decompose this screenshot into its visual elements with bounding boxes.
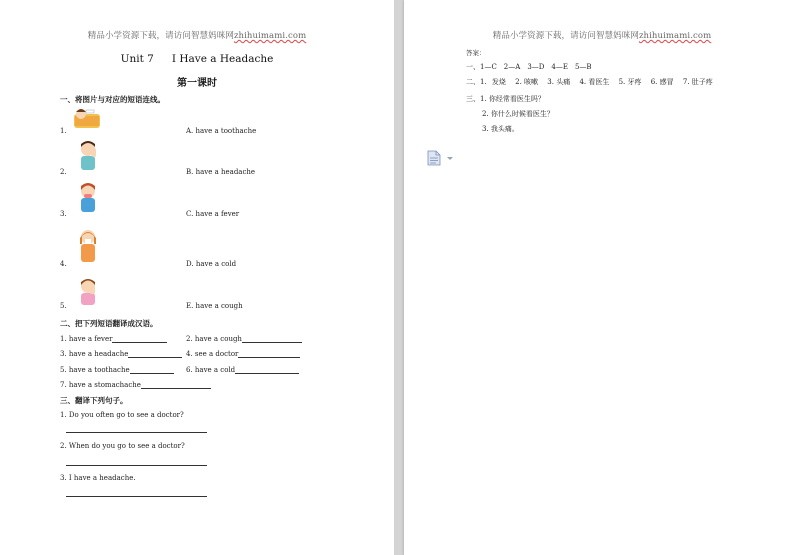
translate-item-3: 3. have a headache: [60, 349, 182, 358]
child-cough-picture: [74, 276, 102, 306]
header-text-right: 精品小学资源下载，请访问智慧妈咪网: [492, 31, 639, 41]
section-3-title: 三、翻译下列句子。: [60, 396, 128, 405]
match-option-c: C. have a fever: [186, 210, 240, 218]
sentence-item-1: 1. Do you often go to see a doctor?: [60, 411, 184, 419]
document-icon[interactable]: [427, 150, 457, 166]
unit-name: I Have a Headache: [171, 53, 274, 65]
translate-item-2: 2. have a cough: [186, 334, 302, 343]
child-lying-ill-picture: [72, 104, 102, 132]
answer-line-1[interactable]: [66, 432, 207, 433]
match-option-a: A. have a toothache: [186, 127, 257, 135]
answers-row-2: 二、1. 发烧 2. 咳嗽 3. 头痛 4. 看医生 5. 牙疼 6. 感冒 7. 肚子疼: [466, 78, 713, 86]
match-option-b: B. have a headache: [186, 168, 256, 176]
child-fever-picture: [74, 180, 102, 214]
right-page: [404, 0, 800, 555]
match-number-1: 1.: [60, 127, 67, 135]
section-1-title: 一、将图片与对应的短语连线。: [60, 95, 165, 104]
match-number-5: 5.: [60, 302, 67, 310]
answers-row-3-3: 3. 我头痛。: [482, 125, 519, 133]
translate-item-7: 7. have a stomachache: [60, 380, 211, 389]
header-url-right[interactable]: zhihuimami.com: [638, 31, 712, 41]
answer-line-2[interactable]: [66, 465, 207, 466]
answer-line-3[interactable]: [66, 496, 207, 497]
match-number-3: 3.: [60, 210, 67, 218]
header-url[interactable]: zhihuimami.com: [233, 31, 307, 41]
worksheet-title: [0, 53, 394, 65]
translate-item-1: 1. have a fever: [60, 334, 167, 343]
page-gutter: [394, 0, 404, 555]
section-2-title: 二、把下列短语翻译成汉语。: [60, 319, 158, 328]
unit-number: Unit 7: [120, 53, 154, 65]
sentence-item-3: 3. I have a headache.: [60, 474, 136, 482]
answers-label: 答案：: [466, 49, 486, 57]
child-cold-picture: [74, 226, 102, 264]
match-option-d: D. have a cold: [186, 260, 237, 268]
answers-row-1: 一、1—C 2—A 3—D 4—E 5—B: [466, 63, 592, 71]
page-header-right: [404, 29, 800, 41]
match-number-4: 4.: [60, 260, 67, 268]
left-page: [0, 0, 394, 555]
match-number-2: 2.: [60, 168, 67, 176]
sentence-item-2: 2. When do you go to see a doctor?: [60, 442, 185, 450]
child-toothache-picture: [74, 138, 102, 172]
match-option-e: E. have a cough: [186, 302, 243, 310]
header-text: 精品小学资源下载，请访问智慧妈咪网: [87, 31, 234, 41]
answers-row-3-1: 三、1. 你经常看医生吗？: [466, 95, 545, 103]
translate-item-6: 6. have a cold: [186, 365, 299, 374]
translate-item-4: 4. see a doctor: [186, 349, 300, 358]
translate-item-5: 5. have a toothache: [60, 365, 174, 374]
answers-row-3-2: 2. 你什么时候看医生？: [482, 110, 554, 118]
page-header: [0, 29, 394, 41]
lesson-title: 第一课时: [177, 78, 217, 89]
